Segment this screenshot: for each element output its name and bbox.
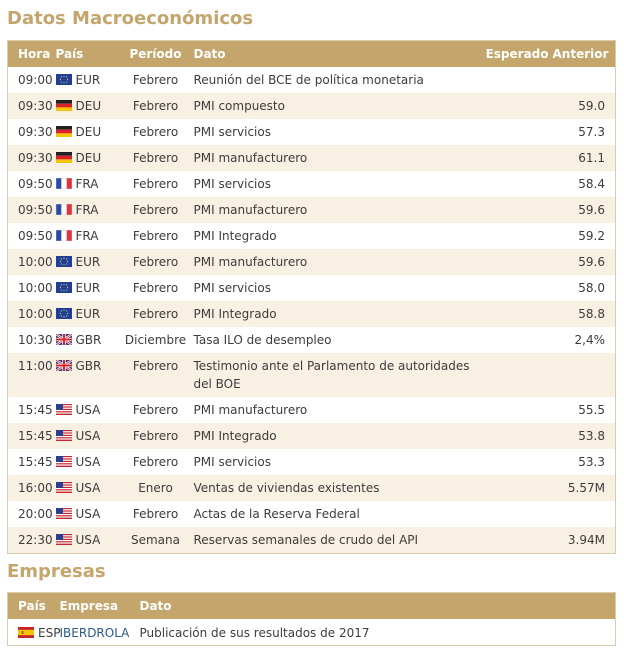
cell-pais [56,327,118,353]
cell-periodo: Febrero [132,177,179,191]
table-row [8,327,616,353]
cell-periodo: Febrero [132,125,179,139]
cell-periodo: Febrero [132,203,179,217]
es-flag-icon [18,627,34,638]
country-code: USA [75,429,101,443]
country-code: FRA [75,229,99,243]
cell-pais [56,275,118,301]
header-pais: País [8,593,60,620]
country-code: EUR [75,307,101,321]
cell-periodo: Febrero [132,429,179,443]
cell-pais [56,301,118,327]
cell-anterior: 58.8 [578,307,605,321]
table-row [8,249,616,275]
cell-hora: 09:50 [18,203,53,217]
cell-dato: PMI manufacturero [193,255,308,269]
table-row [8,619,616,645]
cell-pais [56,475,118,501]
cell-pais [56,501,118,527]
table-row [8,145,616,171]
cell-dato: PMI manufacturero [193,403,308,417]
country-code: USA [75,533,101,547]
cell-esperado [485,171,553,197]
cell-periodo: Febrero [132,229,179,243]
de-flag-icon [56,100,72,111]
cell-periodo: Febrero [132,99,179,113]
cell-hora: 09:30 [18,151,53,165]
cell-periodo: Febrero [132,151,179,165]
cell-anterior: 5.57M [567,481,605,495]
section-title-empresas: Empresas [7,561,106,582]
cell-pais [56,119,118,145]
country-code: EUR [75,73,101,87]
cell-esperado [485,397,553,423]
cell-hora: 11:00 [18,359,53,373]
country-code: EUR [75,255,101,269]
header-periodo: Período [118,41,194,68]
table-row [8,353,616,397]
header-pais: País [56,41,118,68]
cell-pais [56,171,118,197]
cell-esperado [485,119,553,145]
country-code: USA [75,403,101,417]
cell-hora: 09:30 [18,99,53,113]
us-flag-icon [56,430,72,441]
country-code: DEU [75,99,102,113]
cell-hora: 15:45 [18,455,53,469]
header-dato: Dato [194,41,485,68]
cell-periodo: Febrero [132,455,179,469]
eu-flag-icon [56,74,72,85]
table-row [8,171,616,197]
cell-empresa [60,619,140,645]
cell-anterior: 59.6 [578,255,605,269]
cell-hora: 10:00 [18,307,53,321]
cell-hora: 09:00 [18,73,53,87]
cell-dato: PMI Integrado [193,229,277,243]
cell-esperado [485,145,553,171]
cell-periodo: Febrero [132,307,179,321]
cell-periodo: Febrero [132,281,179,295]
cell-anterior: 58.4 [578,177,605,191]
table-row [8,449,616,475]
cell-anterior: 61.1 [578,151,605,165]
section-title-macro: Datos Macroeconómicos [7,8,254,29]
de-flag-icon [56,152,72,163]
fr-flag-icon [56,230,72,241]
cell-anterior: 55.5 [578,403,605,417]
cell-dato: Testimonio ante el Parlamento de autoridades del BOE [193,359,470,391]
cell-pais [56,197,118,223]
table-row [8,197,616,223]
cell-anterior: 59.2 [578,229,605,243]
cell-pais [8,619,60,645]
cell-esperado [485,475,553,501]
cell-dato: PMI manufacturero [193,151,308,165]
country-code: DEU [75,151,102,165]
cell-dato: PMI servicios [193,177,271,191]
macro-table [7,40,616,554]
table-row [8,93,616,119]
de-flag-icon [56,126,72,137]
cell-anterior: 59.6 [578,203,605,217]
table-row [8,527,616,553]
table-row [8,275,616,301]
cell-esperado [485,67,553,93]
cell-dato: Publicación de sus resultados de 2017 [139,626,370,640]
cell-esperado [485,423,553,449]
cell-hora: 22:30 [18,533,53,547]
us-flag-icon [56,534,72,545]
country-code: EUR [75,281,101,295]
cell-esperado [485,353,553,397]
cell-periodo: Febrero [132,359,179,373]
header-esperado: Esperado [485,41,553,68]
cell-esperado [485,301,553,327]
eu-flag-icon [56,282,72,293]
fr-flag-icon [56,178,72,189]
cell-hora: 09:30 [18,125,53,139]
cell-periodo: Febrero [132,73,179,87]
cell-hora: 09:50 [18,177,53,191]
cell-hora: 20:00 [18,507,53,521]
eu-flag-icon [56,308,72,319]
cell-dato: Ventas de viviendas existentes [193,481,380,495]
gb-flag-icon [56,334,72,345]
macro-header-row [8,41,616,68]
cell-anterior: 2,4% [574,333,605,347]
cell-dato: Reunión del BCE de política monetaria [193,73,424,87]
gb-flag-icon [56,360,72,371]
table-row [8,501,616,527]
country-code: USA [75,507,101,521]
us-flag-icon [56,456,72,467]
cell-esperado [485,449,553,475]
table-row [8,423,616,449]
cell-pais [56,145,118,171]
cell-dato: PMI Integrado [193,307,277,321]
cell-dato: PMI manufacturero [193,203,308,217]
empresas-header-row [8,593,616,620]
cell-esperado [485,527,553,553]
cell-hora: 10:30 [18,333,53,347]
table-row [8,223,616,249]
cell-anterior: 58.0 [578,281,605,295]
us-flag-icon [56,482,72,493]
eu-flag-icon [56,256,72,267]
cell-hora: 10:00 [18,255,53,269]
cell-anterior [553,353,616,397]
country-code: GBR [75,359,102,373]
cell-dato: PMI compuesto [193,99,285,113]
cell-anterior: 53.3 [578,455,605,469]
cell-anterior: 3.94M [567,533,605,547]
cell-esperado [485,223,553,249]
cell-hora: 09:50 [18,229,53,243]
cell-anterior [553,67,616,93]
us-flag-icon [56,404,72,415]
cell-hora: 16:00 [18,481,53,495]
country-code: USA [75,455,101,469]
cell-periodo: Febrero [132,403,179,417]
country-code: ESP [38,626,61,640]
cell-periodo: Febrero [132,255,179,269]
country-code: USA [75,481,101,495]
cell-dato: PMI servicios [193,125,271,139]
cell-periodo: Diciembre [124,333,187,347]
table-row [8,475,616,501]
cell-pais [56,67,118,93]
cell-esperado [485,501,553,527]
header-empresa: Empresa [60,593,140,620]
cell-pais [56,223,118,249]
cell-esperado [485,327,553,353]
header-dato: Dato [140,593,616,620]
cell-pais [56,249,118,275]
cell-periodo: Semana [130,533,180,547]
cell-dato: PMI Integrado [193,429,277,443]
empresas-table [7,592,616,646]
cell-periodo: Enero [138,481,173,495]
header-hora: Hora [8,41,56,68]
table-row [8,397,616,423]
cell-dato: Tasa ILO de desempleo [193,333,332,347]
fr-flag-icon [56,204,72,215]
company-link[interactable]: IBERDROLA [59,626,130,640]
cell-periodo: Febrero [132,507,179,521]
cell-hora: 15:45 [18,429,53,443]
cell-pais [56,353,118,397]
cell-dato: Actas de la Reserva Federal [193,507,360,521]
cell-pais [56,397,118,423]
cell-pais [56,423,118,449]
header-anterior: Anterior [553,41,616,68]
cell-pais [56,93,118,119]
cell-anterior: 53.8 [578,429,605,443]
cell-hora: 15:45 [18,403,53,417]
cell-dato: PMI servicios [193,281,271,295]
cell-pais [56,527,118,553]
cell-esperado [485,93,553,119]
cell-esperado [485,275,553,301]
country-code: FRA [75,203,99,217]
cell-dato: Reservas semanales de crudo del API [193,533,419,547]
cell-anterior [553,501,616,527]
country-code: FRA [75,177,99,191]
cell-esperado [485,249,553,275]
us-flag-icon [56,508,72,519]
table-row [8,67,616,93]
cell-hora: 10:00 [18,281,53,295]
country-code: DEU [75,125,102,139]
table-row [8,119,616,145]
country-code: GBR [75,333,102,347]
table-row [8,301,616,327]
cell-pais [56,449,118,475]
cell-esperado [485,197,553,223]
cell-dato: PMI servicios [193,455,271,469]
cell-anterior: 57.3 [578,125,605,139]
cell-anterior: 59.0 [578,99,605,113]
